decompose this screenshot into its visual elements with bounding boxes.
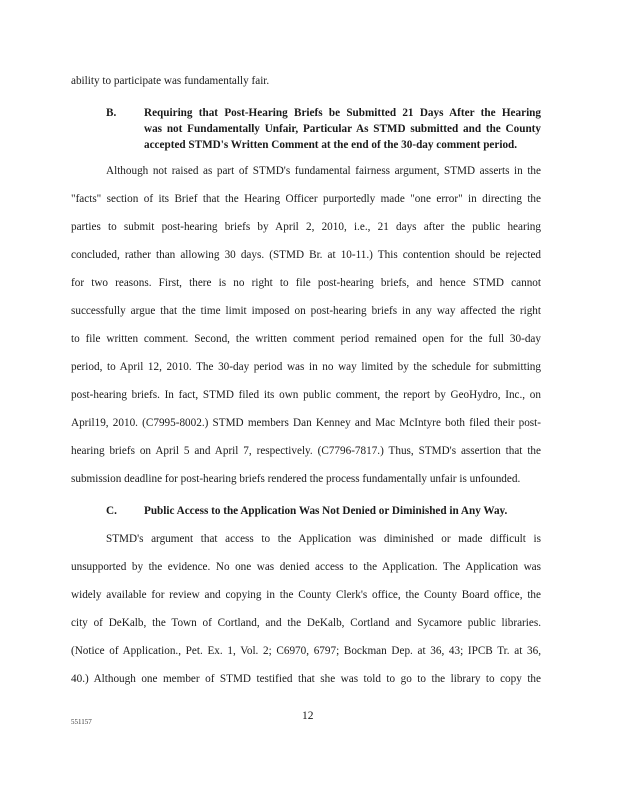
- section-b-paragraph-line: successfully argue that the time limit imposed on post-hearing briefs in any way affected the right: [71, 305, 541, 317]
- section-b-paragraph-line: "facts" section of its Brief that the Hearing Officer purportedly made "one error" in directing the: [71, 193, 541, 205]
- section-c-paragraph-line: widely available for review and copying in the County Clerk's office, the County Board office, the: [71, 589, 541, 601]
- section-b-title-line: accepted STMD's Written Comment at the end of the 30-day comment period.: [144, 139, 518, 151]
- section-b-paragraph-line: concluded, rather than allowing 30 days. (STMD Br. at 10-11.) This contention should be rejected: [71, 249, 541, 261]
- section-b-title-line: Requiring that Post-Hearing Briefs be Submitted 21 Days After the Hearing: [144, 107, 541, 119]
- section-b-paragraph-line: April19, 2010. (C7995-8002.) STMD members Dan Kenney and Mac McIntyre both filed their post-: [71, 417, 541, 429]
- section-b-paragraph-line: to file written comment. Second, the written comment period remained open for the full 30-day: [71, 333, 541, 345]
- continuation-text: ability to participate was fundamentally fair.: [71, 75, 270, 87]
- section-c-paragraph-line: (Notice of Application., Pet. Ex. 1, Vol. 2; C6970, 6797; Bockman Dep. at 36, 43; IPCB Tr. at 36,: [71, 645, 541, 657]
- section-b-paragraph-line: hearing briefs on April 5 and April 7, respectively. (C7796-7817.) Thus, STMD's assertion that the: [71, 445, 541, 457]
- section-c-paragraph-line: 40.) Although one member of STMD testified that she was told to go to the library to copy the: [71, 673, 541, 685]
- section-b-paragraph-line: for two reasons. First, there is no right to file post-hearing briefs, and hence STMD cannot: [71, 277, 541, 289]
- section-b-paragraph-line: period, to April 12, 2010. The 30-day period was in no way limited by the schedule for submitting: [71, 361, 541, 373]
- section-b-paragraph-line: parties to submit post-hearing briefs by April 2, 2010, i.e., 21 days after the public hearing: [71, 221, 541, 233]
- section-b-letter: B.: [106, 107, 117, 119]
- footer-document-id: 551157: [71, 718, 92, 726]
- section-b-title-line: was not Fundamentally Unfair, Particular As STMD submitted and the County: [144, 123, 541, 135]
- section-b-paragraph-line: post-hearing briefs. In fact, STMD filed its own public comment, the report by GeoHydro, Inc., on: [71, 389, 541, 401]
- section-b-paragraph-line: Although not raised as part of STMD's fundamental fairness argument, STMD asserts in the: [106, 165, 541, 177]
- section-c-paragraph-line: STMD's argument that access to the Application was diminished or made difficult is: [106, 533, 541, 545]
- section-b-paragraph-line: submission deadline for post-hearing briefs rendered the process fundamentally unfair is unfounded.: [71, 473, 521, 485]
- page-number: 12: [302, 710, 314, 722]
- section-c-paragraph-line: unsupported by the evidence. No one was denied access to the Application. The Application was: [71, 561, 541, 573]
- section-c-letter: C.: [106, 505, 117, 517]
- section-c-paragraph-line: city of DeKalb, the Town of Cortland, and the DeKalb, Cortland and Sycamore public libraries.: [71, 617, 541, 629]
- section-c-title: Public Access to the Application Was Not Denied or Diminished in Any Way.: [144, 505, 508, 517]
